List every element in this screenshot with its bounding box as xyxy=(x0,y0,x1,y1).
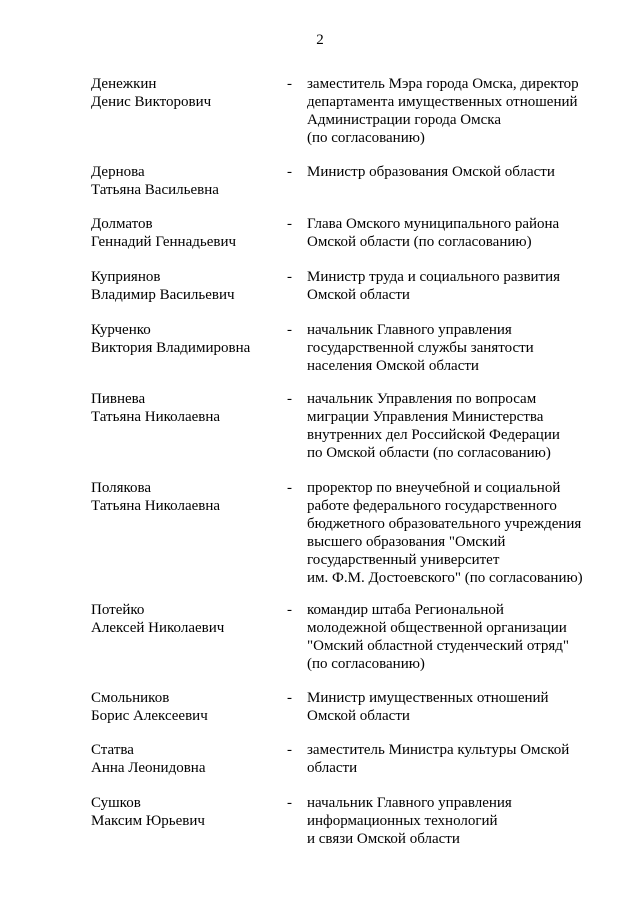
role-line: области xyxy=(307,760,358,776)
member-surname: Куприянов xyxy=(91,269,161,285)
role-line: государственный университет xyxy=(307,552,500,568)
role-line: им. Ф.М. Достоевского" (по согласованию) xyxy=(307,570,583,586)
member-role xyxy=(307,601,607,673)
member-surname: Дернова xyxy=(91,164,145,180)
role-line: Министр труда и социального развития xyxy=(307,269,561,285)
member-given-name: Максим Юрьевич xyxy=(91,813,205,829)
member-role xyxy=(307,689,607,725)
role-line: и связи Омской области xyxy=(307,831,460,847)
role-line: Омской области (по согласованию) xyxy=(307,234,532,250)
dash-separator: - xyxy=(287,76,292,92)
member-role xyxy=(307,321,607,375)
member-role xyxy=(307,741,607,777)
role-line: департамента имущественных отношений xyxy=(307,94,578,110)
member-role xyxy=(307,794,607,848)
role-line: Министр образования Омской области xyxy=(307,164,555,180)
role-line: молодежной общественной организации xyxy=(307,620,567,636)
member-name xyxy=(91,268,276,304)
role-line: начальник Управления по вопросам xyxy=(307,391,537,407)
role-line: (по согласованию) xyxy=(307,130,425,146)
member-given-name: Геннадий Геннадьевич xyxy=(91,234,237,250)
member-name xyxy=(91,479,276,515)
member-surname: Полякова xyxy=(91,480,152,496)
member-role xyxy=(307,268,607,304)
member-name xyxy=(91,689,276,725)
role-line: миграции Управления Министерства xyxy=(307,409,544,425)
dash-separator: - xyxy=(287,269,292,285)
dash-separator: - xyxy=(287,391,292,407)
role-line: Омской области xyxy=(307,287,410,303)
role-line: работе федерального государственного xyxy=(307,498,557,514)
member-name xyxy=(91,163,276,199)
role-line: высшего образования "Омский xyxy=(307,534,506,550)
member-name xyxy=(91,75,276,111)
member-surname: Статва xyxy=(91,742,134,758)
member-name xyxy=(91,321,276,357)
dash-separator: - xyxy=(287,742,292,758)
dash-separator: - xyxy=(287,216,292,232)
member-given-name: Анна Леонидовна xyxy=(91,760,206,776)
dash-separator: - xyxy=(287,480,292,496)
member-given-name: Татьяна Николаевна xyxy=(91,409,221,425)
member-surname: Денежкин xyxy=(91,76,157,92)
member-surname: Потейко xyxy=(91,602,145,618)
dash-separator: - xyxy=(287,795,292,811)
role-line: командир штаба Региональной xyxy=(307,602,504,618)
role-line: государственной службы занятости xyxy=(307,340,534,356)
member-role xyxy=(307,479,607,587)
role-line: заместитель Мэра города Омска, директор xyxy=(307,76,579,92)
member-name xyxy=(91,601,276,637)
member-surname: Курченко xyxy=(91,322,151,338)
member-given-name: Денис Викторович xyxy=(91,94,212,110)
member-surname: Пивнева xyxy=(91,391,146,407)
member-surname: Долматов xyxy=(91,216,153,232)
member-given-name: Борис Алексеевич xyxy=(91,708,208,724)
member-name xyxy=(91,794,276,830)
role-line: Омской области xyxy=(307,708,410,724)
member-given-name: Владимир Васильевич xyxy=(91,287,235,303)
role-line: Глава Омского муниципального района xyxy=(307,216,560,232)
member-surname: Сушков xyxy=(91,795,141,811)
member-name xyxy=(91,215,276,251)
member-given-name: Татьяна Николаевна xyxy=(91,498,221,514)
member-role xyxy=(307,390,607,462)
role-line: населения Омской области xyxy=(307,358,479,374)
member-given-name: Виктория Владимировна xyxy=(91,340,251,356)
role-line: "Омский областной студенческий отряд" xyxy=(307,638,570,654)
role-line: (по согласованию) xyxy=(307,656,425,672)
member-role xyxy=(307,163,607,181)
dash-separator: - xyxy=(287,602,292,618)
role-line: начальник Главного управления xyxy=(307,795,512,811)
member-given-name: Татьяна Васильевна xyxy=(91,182,219,198)
member-name xyxy=(91,741,276,777)
member-role xyxy=(307,75,607,147)
dash-separator: - xyxy=(287,322,292,338)
dash-separator: - xyxy=(287,164,292,180)
role-line: бюджетного образовательного учреждения xyxy=(307,516,582,532)
member-role xyxy=(307,215,607,251)
dash-separator: - xyxy=(287,690,292,706)
role-line: Администрации города Омска xyxy=(307,112,502,128)
role-line: заместитель Министра культуры Омской xyxy=(307,742,570,758)
role-line: внутренних дел Российской Федерации xyxy=(307,427,560,443)
page-number: 2 xyxy=(316,32,324,48)
member-given-name: Алексей Николаевич xyxy=(91,620,225,636)
role-line: проректор по внеучебной и социальной xyxy=(307,480,561,496)
member-surname: Смольников xyxy=(91,690,170,706)
role-line: начальник Главного управления xyxy=(307,322,512,338)
role-line: информационных технологий xyxy=(307,813,498,829)
role-line: по Омской области (по согласованию) xyxy=(307,445,551,461)
role-line: Министр имущественных отношений xyxy=(307,690,549,706)
member-name xyxy=(91,390,276,426)
